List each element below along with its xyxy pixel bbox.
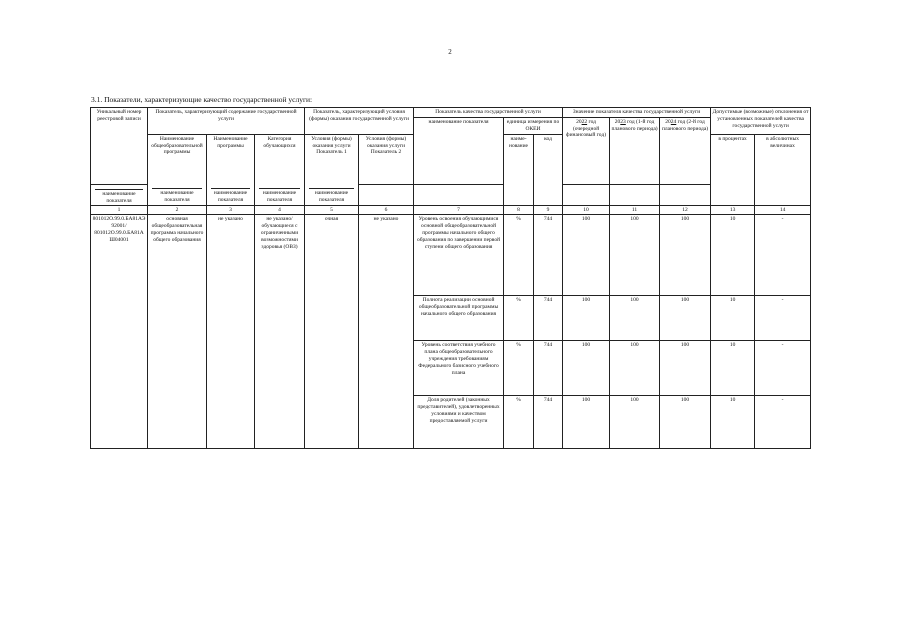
sub-header-category: Категория обучающихся [255, 134, 305, 184]
header-indicator-name: наименование показателя [414, 117, 504, 184]
table-row [91, 215, 811, 296]
record-category: не указано/ обучающиеся с ограниченными возможностями здоровья (ОВЗ) [255, 215, 305, 449]
indicator-abs: - [755, 215, 811, 296]
indicator-abs: - [755, 341, 811, 396]
indicator-unit: % [504, 296, 534, 341]
indicator-value-1: 100 [563, 296, 610, 341]
indicator-name: Доля родителей (законных представителей), удовлетворенных условиями и качеством предоставляемой услуги [414, 396, 504, 449]
indicator-code: 744 [534, 215, 563, 296]
indicator-label: наименование показателя [213, 190, 248, 204]
indicator-label-cell [305, 184, 359, 206]
header-in-absolute: в абсолютных величинах [755, 134, 811, 206]
col-num: 5 [305, 206, 359, 215]
indicator-code: 744 [534, 341, 563, 396]
record-programs: не указано [207, 215, 255, 449]
indicator-label-cell [148, 184, 207, 206]
indicator-code: 744 [534, 296, 563, 341]
page-number: 2 [448, 48, 452, 56]
indicator-value-3: 100 [660, 341, 711, 396]
record-registry: 801012О.99.0.БА81АЭ92001/ 801012О.99.0.БА81АШ04001 [91, 215, 148, 449]
col-num: 10 [563, 206, 610, 215]
section-title: 3.1. Показатели, характеризующие качество государственной услуги: [91, 95, 313, 104]
indicator-code: 744 [534, 396, 563, 449]
col-num: 8 [504, 206, 534, 215]
indicator-value-1: 100 [563, 341, 610, 396]
blank-cell [610, 184, 660, 206]
blank-cell [359, 184, 414, 206]
indicator-unit: % [504, 396, 534, 449]
indicator-unit: % [504, 341, 534, 396]
header-year-1: 2022 год (очередной финансовый год) [563, 117, 610, 184]
indicator-label: наименование показателя [262, 190, 297, 204]
col-num: 2 [148, 206, 207, 215]
indicator-value-3: 100 [660, 396, 711, 449]
indicator-label-cell [91, 184, 148, 206]
col-num: 1 [91, 206, 148, 215]
indicator-pct: 10 [711, 215, 755, 296]
indicator-pct: 10 [711, 296, 755, 341]
header-content: Показатель, характеризующий содержание государственной услуги [148, 108, 305, 135]
header-unit-code: код [534, 134, 563, 206]
sub-header-program: Наименование общеобразовательной программы [148, 134, 207, 184]
header-row-1 [91, 108, 811, 118]
col-num: 14 [755, 206, 811, 215]
indicator-pct: 10 [711, 396, 755, 449]
sub-header-programs: Наименование программы [207, 134, 255, 184]
header-in-percent: в процентах [711, 134, 755, 206]
indicator-value-3: 100 [660, 215, 711, 296]
col-num: 6 [359, 206, 414, 215]
indicator-abs: - [755, 296, 811, 341]
indicator-value-3: 100 [660, 296, 711, 341]
indicator-value-2: 100 [610, 296, 660, 341]
col-num: 3 [207, 206, 255, 215]
header-year-3: 2024 год (2-й год планового периода) [660, 117, 711, 184]
header-registry: Уникальный номер реестровой записи [91, 108, 148, 185]
indicator-unit: % [504, 215, 534, 296]
blank-cell [563, 184, 610, 206]
indicator-label: наименование показателя [160, 190, 194, 204]
indicator-value-1: 100 [563, 215, 610, 296]
header-quality: Показатель качества государственной услуги [414, 108, 563, 118]
indicator-value-2: 100 [610, 396, 660, 449]
indicator-label: наименование показателя [314, 190, 349, 204]
header-conditions: Показатель, характеризующий условия (формы) оказания государственной услуги [305, 108, 414, 135]
record-program: основная общеобразовательная программа начального общего образования [148, 215, 207, 449]
col-num: 7 [414, 206, 504, 215]
indicator-abs: - [755, 396, 811, 449]
indicator-name: Полнота реализации основной общеобразовательной программы начального общего образования [414, 296, 504, 341]
record-cond2: не указано [359, 215, 414, 449]
indicator-value-2: 100 [610, 341, 660, 396]
indicator-value-1: 100 [563, 396, 610, 449]
col-num: 11 [610, 206, 660, 215]
header-row-4 [91, 184, 811, 206]
indicator-value-2: 100 [610, 215, 660, 296]
indicator-label: наименование показателя [102, 190, 136, 204]
col-num: 9 [534, 206, 563, 215]
header-deviations: Допустимые (возможные) отклонения от установленных показателей качества государственной услуги [711, 108, 811, 135]
header-year-2: 2023 год (1-й год планового периода) [610, 117, 660, 184]
header-unit: единица измерения по ОКЕИ [504, 117, 563, 134]
record-cond1: очная [305, 215, 359, 449]
indicator-name: Уровень освоения обучающимися основной общеобразовательной программы начального общего образования по завершении первой ступени общего образования [414, 215, 504, 296]
quality-indicators-table [90, 107, 811, 449]
col-num: 12 [660, 206, 711, 215]
col-num: 4 [255, 206, 305, 215]
indicator-label-cell [207, 184, 255, 206]
header-unit-name: наиме-нование [504, 134, 534, 206]
column-number-row [91, 206, 811, 215]
blank-cell [414, 184, 504, 206]
sub-header-cond2: Условия (формы) оказания услуги Показатель 2 [359, 134, 414, 184]
sub-header-cond1: Условия (формы) оказания услуги Показатель 1 [305, 134, 359, 184]
indicator-pct: 10 [711, 341, 755, 396]
indicator-name: Уровень соответствия учебного плана общеобразовательного учреждения требованиям Федерального базисного учебного плана [414, 341, 504, 396]
header-values: Значение показателя качества государственной услуги [563, 108, 711, 118]
col-num: 13 [711, 206, 755, 215]
indicator-label-cell [255, 184, 305, 206]
